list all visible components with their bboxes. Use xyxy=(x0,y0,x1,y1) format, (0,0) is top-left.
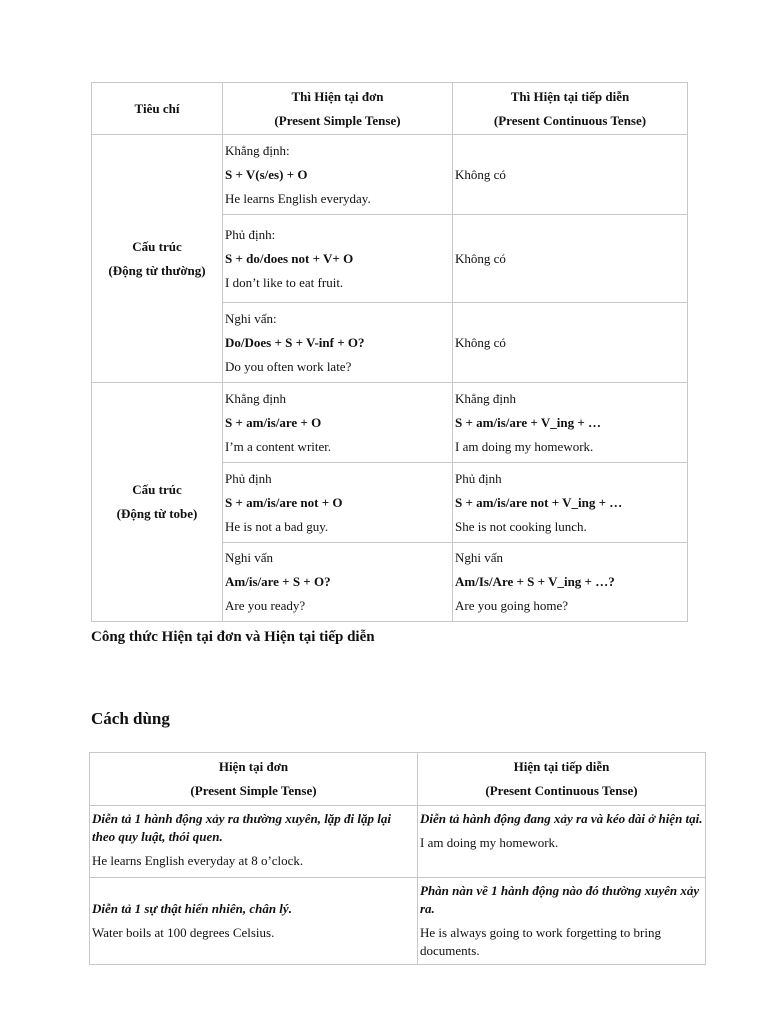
continuous-cell xyxy=(453,303,688,383)
continuous-usage-cell xyxy=(418,806,706,878)
group-label-line2: (Động từ thường) xyxy=(108,262,206,278)
formula: S + do/does not + V+ O xyxy=(225,250,354,266)
example: I don’t like to eat fruit. xyxy=(225,274,344,290)
form-label: Khẳng định xyxy=(225,390,287,406)
form-label: Phủ định xyxy=(455,470,502,486)
usage-description: Diễn tả 1 sự thật hiển nhiên, chân lý. xyxy=(92,901,292,916)
simple-cell xyxy=(223,135,453,215)
table-row xyxy=(92,383,688,463)
formula: Am/is/are + S + O? xyxy=(225,574,331,589)
simple-subtitle: (Present Simple Tense) xyxy=(190,783,317,798)
usage-table-header xyxy=(90,753,706,806)
continuous-cell xyxy=(453,135,688,215)
continuous-usage-cell xyxy=(418,878,706,965)
none-text: Không có xyxy=(455,250,506,266)
usage-heading: Cách dùng xyxy=(91,709,170,728)
table-row xyxy=(90,878,706,965)
header-continuous xyxy=(453,83,688,135)
header-simple xyxy=(223,83,453,135)
structure-table xyxy=(91,82,688,622)
simple-cell xyxy=(223,383,453,463)
form-label: Nghi vấn xyxy=(455,550,504,565)
simple-usage-cell xyxy=(90,878,418,965)
continuous-subtitle: (Present Continuous Tense) xyxy=(493,112,647,128)
formula: S + V(s/es) + O xyxy=(225,166,308,182)
table-caption: Công thức Hiện tại đơn và Hiện tại tiếp diễn xyxy=(91,629,375,645)
group-label-line2: (Động từ tobe) xyxy=(116,506,198,521)
example: I am doing my homework. xyxy=(455,438,594,454)
usage-description: Diễn tả hành động đang xảy ra và kéo dài ở hiện tại. xyxy=(420,811,703,826)
usage-example: Water boils at 100 degrees Celsius. xyxy=(92,925,275,940)
formula: S + am/is/are not + O xyxy=(225,494,343,510)
simple-title: Thì Hiện tại đơn xyxy=(291,88,384,104)
group-label-line1: Cấu trúc xyxy=(132,238,182,254)
table-row xyxy=(90,806,706,878)
structure-table-header xyxy=(92,83,688,135)
table-row xyxy=(92,135,688,215)
form-label: Nghi vấn xyxy=(225,550,274,565)
continuous-title: Hiện tại tiếp diễn xyxy=(513,759,610,774)
header-continuous xyxy=(418,753,706,806)
simple-cell xyxy=(223,303,453,383)
none-text: Không có xyxy=(455,166,506,182)
usage-description: Diễn tả 1 hành động xảy ra thường xuyên, lặp đi lặp lại theo quy luật, thói quen. xyxy=(92,811,392,844)
simple-cell xyxy=(223,215,453,303)
simple-usage-cell xyxy=(90,806,418,878)
usage-example: I am doing my homework. xyxy=(420,835,559,850)
continuous-cell xyxy=(453,463,688,543)
usage-example: He is always going to work forgetting to bring documents. xyxy=(420,925,661,958)
form-label: Khẳng định: xyxy=(225,142,290,158)
formula: S + am/is/are not + V_ing + … xyxy=(455,494,623,510)
form-label: Phủ định: xyxy=(225,226,276,242)
simple-title: Hiện tại đơn xyxy=(218,759,289,774)
example: Are you going home? xyxy=(455,598,569,613)
example: She is not cooking lunch. xyxy=(455,518,587,534)
header-simple xyxy=(90,753,418,806)
formula: Am/Is/Are + S + V_ing + …? xyxy=(455,574,615,589)
form-label: Phủ định xyxy=(225,470,272,486)
example: He learns English everyday. xyxy=(225,190,371,206)
form-label: Nghi vấn: xyxy=(225,310,277,326)
formula: S + am/is/are + O xyxy=(225,414,322,430)
criteria-label: Tiêu chí xyxy=(134,100,180,116)
group-label-line1: Cấu trúc xyxy=(132,482,182,497)
usage-example: He learns English everyday at 8 o’clock. xyxy=(92,853,304,868)
usage-description: Phàn nàn về 1 hành động nào đó thường xuyên xảy ra. xyxy=(420,883,700,916)
continuous-cell xyxy=(453,543,688,622)
none-text: Không có xyxy=(455,334,506,350)
example: Do you often work late? xyxy=(225,358,352,374)
example: He is not a bad guy. xyxy=(225,518,329,534)
group-label-tobe-verb xyxy=(92,383,223,622)
simple-cell xyxy=(223,463,453,543)
continuous-subtitle: (Present Continuous Tense) xyxy=(485,783,638,798)
simple-subtitle: (Present Simple Tense) xyxy=(274,112,401,128)
continuous-cell xyxy=(453,215,688,303)
formula: S + am/is/are + V_ing + … xyxy=(455,414,601,430)
usage-table xyxy=(89,752,706,965)
example: Are you ready? xyxy=(225,598,306,613)
continuous-title: Thì Hiện tại tiếp diễn xyxy=(510,88,630,104)
group-label-regular-verb xyxy=(92,135,223,383)
formula: Do/Does + S + V-inf + O? xyxy=(225,334,365,350)
example: I’m a content writer. xyxy=(225,438,332,454)
simple-cell xyxy=(223,543,453,622)
form-label: Khẳng định xyxy=(455,390,517,406)
header-criteria xyxy=(92,83,223,135)
continuous-cell xyxy=(453,383,688,463)
